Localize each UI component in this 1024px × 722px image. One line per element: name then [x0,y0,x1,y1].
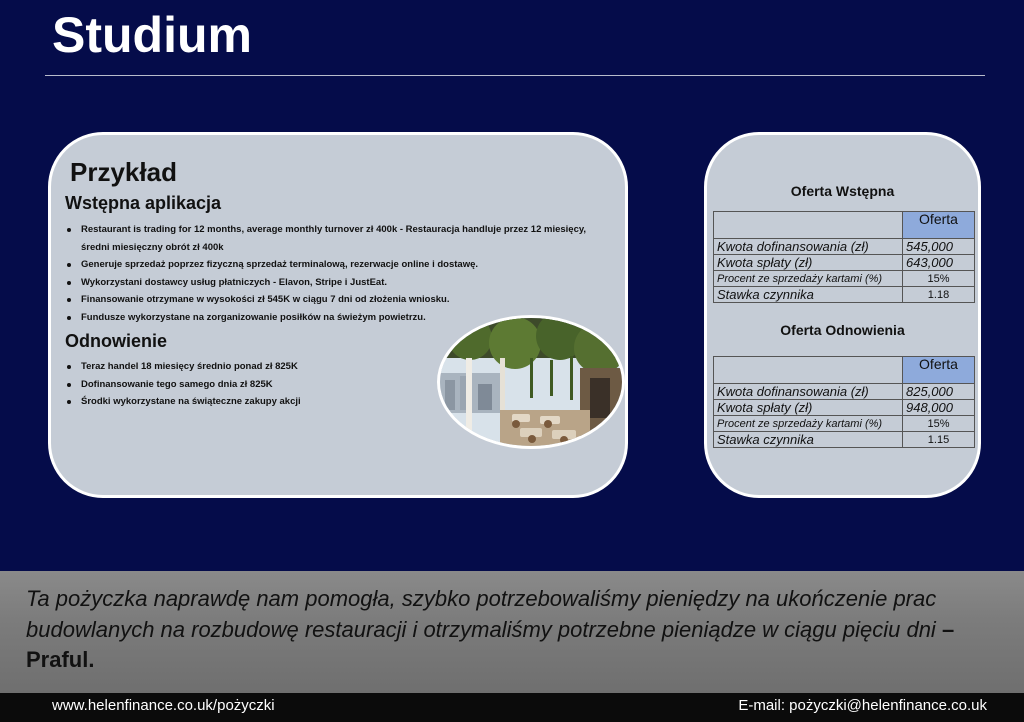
offer-column-header: Oferta [903,357,975,384]
initial-application-heading: Wstępna aplikacja [65,193,222,213]
table-row [714,239,975,255]
restaurant-terrace-illustration [440,318,622,446]
row-label: Kwota spłaty (zł) [714,255,903,271]
testimonial [26,584,1006,676]
row-value: 643,000 [903,255,975,271]
row-value: 545,000 [903,239,975,255]
restaurant-terrace-photo [437,315,625,449]
list-item: Fundusze wykorzystane na zorganizowanie posiłków na świeżym powietrzu. [65,309,605,327]
row-value: 1.15 [903,432,975,448]
testimonial-separator: – [935,616,955,642]
row-value: 825,000 [903,384,975,400]
example-panel [48,132,628,498]
list-item: Generuje sprzedaż poprzez fizyczną sprzedaż terminalową, rezerwacje online i dostawę. [65,256,605,274]
initial-offer-title: Oferta Wstępna [790,183,895,199]
table-row [714,400,975,416]
testimonial-author: Praful. [26,647,95,672]
testimonial-text: Ta pożyczka naprawdę nam pomogła, szybko potrzebowaliśmy pieniędzy na ukończenie prac budowlanych na rozbudowę restauracji i otrzymaliśmy potrzebne pieniądze w ciągu pięciu dni [26,586,937,642]
row-label: Stawka czynnika [714,287,903,303]
table-row [714,432,975,448]
table-row [714,271,975,287]
row-label: Procent ze sprzedaży kartami (%) [714,271,903,287]
row-value: 948,000 [903,400,975,416]
list-item: Teraz handel 18 miesięcy średnio ponad zł 825K [65,358,425,376]
title-divider [45,75,985,76]
list-item: Wykorzystani dostawcy usług płatniczych - Elavon, Stripe i JustEat. [65,274,605,292]
renewal-offer-table [713,356,975,448]
row-label: Procent ze sprzedaży kartami (%) [714,416,903,432]
example-heading: Przykład [70,157,177,187]
row-value: 1.18 [903,287,975,303]
row-label: Kwota dofinansowania (zł) [714,239,903,255]
renewal-list [65,358,425,411]
initial-offer-table [713,211,975,303]
row-label: Kwota spłaty (zł) [714,400,903,416]
list-item: Środki wykorzystane na świąteczne zakupy akcji [65,393,425,411]
offers-panel [704,132,981,498]
footer-website-link[interactable]: www.helenfinance.co.uk/pożyczki [52,697,275,714]
table-row [714,384,975,400]
table-header-blank [714,212,903,239]
initial-application-list [65,221,605,327]
renewal-offer-title: Oferta Odnowienia [780,322,905,338]
page-title: Studium [52,7,252,63]
offer-column-header: Oferta [903,212,975,239]
table-row [714,255,975,271]
row-label: Kwota dofinansowania (zł) [714,384,903,400]
table-row [714,416,975,432]
footer-email-link[interactable]: E-mail: pożyczki@helenfinance.co.uk [738,697,987,714]
table-header-blank [714,357,903,384]
row-value: 15% [903,416,975,432]
table-row [714,287,975,303]
list-item: Finansowanie otrzymane w wysokości zł 545K w ciągu 7 dni od złożenia wniosku. [65,291,605,309]
list-item: Dofinansowanie tego samego dnia zł 825K [65,376,425,394]
renewal-heading: Odnowienie [65,331,168,351]
row-label: Stawka czynnika [714,432,903,448]
list-item: Restaurant is trading for 12 months, average monthly turnover zł 400k - Restauracja handluje przez 12 miesięcy, średni miesięczny obrót zł 400k [65,221,605,256]
row-value: 15% [903,271,975,287]
